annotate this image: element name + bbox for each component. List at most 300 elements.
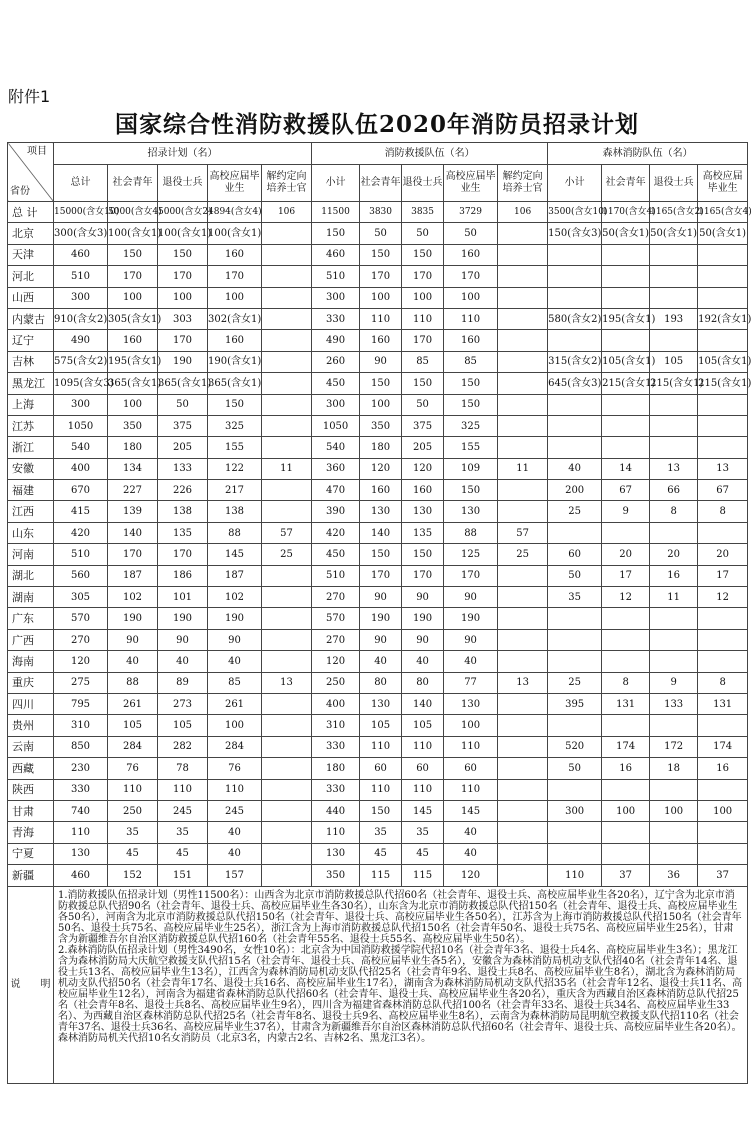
table-cell [262,693,312,714]
table-cell: 300 [54,287,108,308]
table-cell: 130 [54,843,108,864]
table-cell: 490 [54,330,108,351]
table-cell: 100 [444,287,498,308]
table-cell: 13 [650,458,698,479]
province-row [8,394,748,415]
table-cell: 440 [312,800,360,821]
note-paragraph: 1.消防救援队伍招录计划（男性11500名）：山西含为北京市消防救援总队代招60名（社会青年、退役士兵、高校应届毕业生各20名），辽宁含为北京市消防救援总队代招90名（社会青年、退役士兵、高校应届毕业生各30名），山东含为北京市消防救援总队代招150名（社会青年、退役士兵、高校应届毕业生各50名），河南含为北京市消防救援总队代招150名（社会青年、退役士兵、高校应届毕业生各50名），江苏含为上海市消防救援总队代招150名（社会青年50名、退役士兵75名、高校应届毕业生25名），浙江含为上海市消防救援总队代招150名（社会青年50名、退役士兵75名、高校应届毕业生25名），甘肃含为新疆维吾尔自治区消防救援总队代招160名（社会青年55名、退役士兵55名、高校应届毕业生50名）。 [58,889,742,945]
table-cell: 25 [262,544,312,565]
table-cell: 85 [444,351,498,372]
table-cell [498,287,548,308]
table-cell: 130 [402,501,444,522]
table-cell: 157 [208,865,262,886]
table-cell: 520 [548,736,602,757]
table-cell: 45 [158,843,208,864]
table-cell: 76 [108,758,158,779]
province-row [8,223,748,244]
table-cell: 350 [312,865,360,886]
table-cell: 190(含女1) [208,351,262,372]
table-cell: 11500 [312,202,360,223]
table-cell: 420 [54,522,108,543]
table-cell [698,779,748,800]
province-name: 青海 [8,822,54,843]
table-cell: 270 [54,629,108,650]
table-cell [498,608,548,629]
table-cell: 160 [108,330,158,351]
province-name: 黑龙江 [8,373,54,394]
table-cell: 130 [444,501,498,522]
table-cell [498,501,548,522]
table-cell: 9 [650,672,698,693]
table-cell: 67 [602,480,650,501]
table-cell: 150 [108,244,158,265]
table-cell: 57 [262,522,312,543]
table-cell: 195(含女1) [108,351,158,372]
province-row [8,544,748,565]
table-cell: 270 [312,629,360,650]
province-name: 贵州 [8,715,54,736]
province-row [8,608,748,629]
table-cell: 50 [402,394,444,415]
table-cell: 170 [158,544,208,565]
table-cell: 88 [208,522,262,543]
table-cell: 190 [158,608,208,629]
table-cell [498,822,548,843]
table-cell [650,522,698,543]
table-cell: 120 [444,865,498,886]
table-cell [262,800,312,821]
table-cell: 570 [54,608,108,629]
table-cell [698,415,748,436]
table-cell: 20 [650,544,698,565]
table-cell: 105 [108,715,158,736]
table-cell [262,308,312,329]
table-cell: 470 [312,480,360,501]
table-cell [650,651,698,672]
table-cell: 160 [208,244,262,265]
table-cell: 138 [208,501,262,522]
table-cell [650,437,698,458]
table-cell: 180 [108,437,158,458]
table-cell: 110 [444,779,498,800]
table-cell: 1165(含女4) [698,202,748,223]
table-cell: 375 [158,415,208,436]
table-cell: 150(含女3) [548,223,602,244]
table-cell: 260 [312,351,360,372]
table-cell [262,565,312,586]
table-cell: 120 [312,651,360,672]
table-cell [650,629,698,650]
table-cell [498,394,548,415]
table-cell: 350 [108,415,158,436]
table-cell: 40 [402,651,444,672]
group-header-plan: 招录计划（名） [54,143,312,165]
table-cell [602,287,650,308]
table-cell: 5000(含女2) [158,202,208,223]
table-cell: 187 [108,565,158,586]
table-cell: 20 [698,544,748,565]
table-cell [650,266,698,287]
table-cell: 50 [548,758,602,779]
province-row [8,779,748,800]
col-header: 总计 [54,165,108,202]
table-cell: 170 [108,544,158,565]
table-cell: 133 [650,693,698,714]
table-cell [698,330,748,351]
table-cell [262,287,312,308]
table-cell [262,843,312,864]
province-row [8,330,748,351]
province-row [8,373,748,394]
table-cell: 245 [208,800,262,821]
table-cell: 270 [312,587,360,608]
table-cell: 150 [444,394,498,415]
table-cell: 180 [312,758,360,779]
table-cell [498,736,548,757]
table-cell: 575(含女2) [54,351,108,372]
table-cell: 138 [158,501,208,522]
table-cell: 90 [360,587,402,608]
table-cell: 510 [54,266,108,287]
table-cell: 145 [444,800,498,821]
table-cell: 133 [158,458,208,479]
table-cell: 130 [360,501,402,522]
table-cell: 151 [158,865,208,886]
table-cell: 139 [108,501,158,522]
table-cell: 245 [158,800,208,821]
table-cell: 40 [444,843,498,864]
corner-top-label: 项目 [27,146,47,157]
table-cell [262,394,312,415]
province-row [8,351,748,372]
table-cell: 110 [54,822,108,843]
table-cell: 160 [360,330,402,351]
table-cell: 215(含女1) [698,373,748,394]
notes-text [54,886,748,1083]
table-cell: 40 [158,651,208,672]
table-cell: 152 [108,865,158,886]
table-cell: 77 [444,672,498,693]
table-cell: 100 [360,287,402,308]
table-cell: 330 [54,779,108,800]
table-cell: 130 [312,843,360,864]
table-cell [498,351,548,372]
table-cell: 186 [158,565,208,586]
table-cell: 35 [548,587,602,608]
table-cell: 11 [262,458,312,479]
table-cell: 190 [402,608,444,629]
table-cell: 160 [444,244,498,265]
table-cell [498,415,548,436]
table-cell: 40 [208,822,262,843]
table-cell: 170 [360,565,402,586]
table-cell: 330 [312,308,360,329]
table-cell: 1050 [54,415,108,436]
table-cell: 170 [360,266,402,287]
table-cell [498,437,548,458]
table-cell: 4894(含女4) [208,202,262,223]
table-cell [262,437,312,458]
table-cell [698,522,748,543]
table-cell: 170 [402,266,444,287]
table-cell: 11 [498,458,548,479]
table-cell: 125 [444,544,498,565]
table-cell: 200 [548,480,602,501]
table-cell [698,287,748,308]
col-header: 高校应届毕业生 [208,165,262,202]
province-name: 山西 [8,287,54,308]
province-name: 吉林 [8,351,54,372]
table-cell: 145 [208,544,262,565]
table-cell: 284 [208,736,262,757]
table-cell [498,308,548,329]
table-cell: 40 [208,843,262,864]
table-cell: 76 [208,758,262,779]
table-cell: 35 [360,822,402,843]
table-cell [498,779,548,800]
table-cell: 40 [444,822,498,843]
table-cell: 150 [208,394,262,415]
table-cell: 282 [158,736,208,757]
table-cell [698,394,748,415]
province-name: 上海 [8,394,54,415]
table-cell [698,715,748,736]
province-row [8,651,748,672]
province-name: 北京 [8,223,54,244]
province-row [8,822,748,843]
table-cell [498,843,548,864]
table-cell [262,351,312,372]
table-cell [262,715,312,736]
table-cell [548,394,602,415]
table-cell [498,373,548,394]
table-cell [650,822,698,843]
table-cell [602,415,650,436]
province-row [8,736,748,757]
table-cell: 330 [312,779,360,800]
table-cell [262,480,312,501]
table-cell [262,608,312,629]
table-cell: 16 [602,758,650,779]
table-cell: 35 [108,822,158,843]
table-cell: 195(含女1) [602,308,650,329]
table-cell: 80 [360,672,402,693]
table-cell: 50(含女1) [698,223,748,244]
province-row [8,587,748,608]
table-cell [498,629,548,650]
table-cell: 40 [360,651,402,672]
table-cell: 110 [360,308,402,329]
table-cell: 100 [602,800,650,821]
table-cell: 110 [402,736,444,757]
table-cell: 300 [312,287,360,308]
table-cell [602,822,650,843]
table-cell [262,266,312,287]
table-cell: 192(含女1) [698,308,748,329]
table-cell: 8 [698,672,748,693]
table-cell: 120 [360,458,402,479]
table-cell: 35 [402,822,444,843]
table-cell: 110 [158,779,208,800]
table-cell: 250 [312,672,360,693]
province-row [8,458,748,479]
table-cell [548,779,602,800]
province-row [8,693,748,714]
table-cell: 50 [402,223,444,244]
table-cell: 100(含女1) [208,223,262,244]
table-cell: 17 [602,565,650,586]
table-cell: 16 [650,565,698,586]
table-cell: 13 [698,458,748,479]
table-cell: 110 [402,779,444,800]
table-cell [602,651,650,672]
col-header: 社会青年 [360,165,402,202]
table-cell: 395 [548,693,602,714]
table-cell: 230 [54,758,108,779]
table-cell: 35 [158,822,208,843]
table-cell: 140 [402,693,444,714]
col-header: 退役士兵 [402,165,444,202]
table-cell: 80 [402,672,444,693]
province-name: 河南 [8,544,54,565]
table-cell: 78 [158,758,208,779]
table-cell: 275 [54,672,108,693]
table-cell: 190 [158,351,208,372]
table-cell: 105 [360,715,402,736]
table-cell: 850 [54,736,108,757]
table-cell: 155 [444,437,498,458]
table-cell [698,822,748,843]
table-cell: 45 [360,843,402,864]
table-cell [650,608,698,629]
province-row [8,758,748,779]
table-cell: 150 [402,544,444,565]
table-cell: 160 [208,330,262,351]
table-cell: 135 [402,522,444,543]
table-cell [650,287,698,308]
table-cell: 150 [360,373,402,394]
table-cell [498,651,548,672]
province-row [8,308,748,329]
table-cell [262,223,312,244]
recruitment-table [7,142,752,1084]
table-cell: 110 [402,308,444,329]
table-cell: 1050 [312,415,360,436]
table-cell: 170 [444,266,498,287]
province-row [8,672,748,693]
table-cell: 25 [498,544,548,565]
table-cell: 100 [650,800,698,821]
col-header: 高校应届毕业生 [698,165,748,202]
table-cell: 180 [360,437,402,458]
table-cell: 57 [498,522,548,543]
table-cell: 40 [108,651,158,672]
province-row [8,501,748,522]
table-cell: 510 [54,544,108,565]
table-cell: 8 [650,501,698,522]
table-cell: 400 [54,458,108,479]
table-cell: 131 [698,693,748,714]
table-cell: 13 [262,672,312,693]
table-cell: 205 [402,437,444,458]
table-cell: 25 [548,672,602,693]
table-cell: 190 [444,608,498,629]
table-cell: 3835 [402,202,444,223]
table-cell: 100 [402,287,444,308]
table-cell: 110 [548,865,602,886]
table-cell: 101 [158,587,208,608]
table-cell [262,822,312,843]
table-cell: 90 [360,629,402,650]
table-cell: 170 [108,266,158,287]
table-cell: 140 [360,522,402,543]
province-row [8,415,748,436]
table-cell [498,223,548,244]
province-name: 陕西 [8,779,54,800]
province-name: 福建 [8,480,54,501]
table-cell: 150 [312,223,360,244]
table-cell: 50 [158,394,208,415]
table-cell [698,244,748,265]
table-cell: 18 [650,758,698,779]
table-cell [498,480,548,501]
table-cell [698,437,748,458]
province-row [8,715,748,736]
table-cell: 90 [158,629,208,650]
table-cell: 60 [360,758,402,779]
table-cell [548,629,602,650]
table-cell [498,330,548,351]
table-cell: 250 [108,800,158,821]
table-cell: 50(含女1) [602,223,650,244]
table-cell: 1170(含女4) [602,202,650,223]
table-cell [650,330,698,351]
table-cell: 172 [650,736,698,757]
province-name: 重庆 [8,672,54,693]
table-cell: 170 [158,266,208,287]
province-name: 浙江 [8,437,54,458]
province-row [8,565,748,586]
province-row [8,629,748,650]
table-cell: 460 [312,244,360,265]
table-cell: 40 [548,458,602,479]
table-cell: 131 [602,693,650,714]
table-cell [650,244,698,265]
table-cell: 303 [158,308,208,329]
total-row [8,202,748,223]
table-cell [602,266,650,287]
table-cell: 273 [158,693,208,714]
note-paragraph: 2.森林消防队伍招录计划（男性3490名，女性10名）：北京含为中国消防救援学院代招10名（社会青年3名、退役士兵4名、高校应届毕业生3名）；黑龙江含为森林消防局大庆航空救援支队代招15名（社会青年、退役士兵、高校应届毕业生各5名），安徽含为森林消防局机动支队代招40名（社会青年14名、退役士兵13名、高校应届毕业生13名），江西含为森林消防局机动支队代招25名（社会青年9名、退役士兵8名、高校应届毕业生8名），湖北含为森林消防局机动支队代招50名（社会青年17名、退役士兵16名、高校应届毕业生17名），湖南含为森林消防局机动支队代招35名（社会青年12名、退役士兵11名、高校应届毕业生12名），河南含为福建省森林消防总队代招60名（社会青年、退役士兵、高校应届毕业生各20名），重庆含为西藏自治区森林消防总队代招25名（社会青年8名、退役士兵8名、高校应届毕业生9名），四川含为福建省森林消防总队代招100名（社会青年33名、退役士兵34名、高校应届毕业生33名）、为西藏自治区森林消防总队代招25名（社会青年8名、退役士兵9名、高校应届毕业生8名），云南含为森林消防局昆明航空救援支队代招110名（社会青年37名、退役士兵36名、高校应届毕业生37名），甘肃含为新疆维吾尔自治区森林消防总队代招60名（社会青年、退役士兵、高校应届毕业生各20名）。森林消防局机关代招10名女消防员（北京3名，内蒙古2名、吉林2名、黑龙江3名）。 [58,944,743,1044]
province-name: 总 计 [8,202,54,223]
col-header: 小计 [312,165,360,202]
table-cell: 190 [208,608,262,629]
table-cell: 5000(含女4) [108,202,158,223]
province-row [8,244,748,265]
table-cell [602,437,650,458]
table-cell: 740 [54,800,108,821]
table-cell [498,266,548,287]
table-cell: 20 [602,544,650,565]
province-row [8,437,748,458]
table-cell [548,287,602,308]
table-cell: 365(含女1) [208,373,262,394]
table-cell: 15000(含女10) [54,202,108,223]
province-name: 天津 [8,244,54,265]
table-cell: 350 [360,415,402,436]
table-cell: 540 [312,437,360,458]
table-cell: 226 [158,480,208,501]
